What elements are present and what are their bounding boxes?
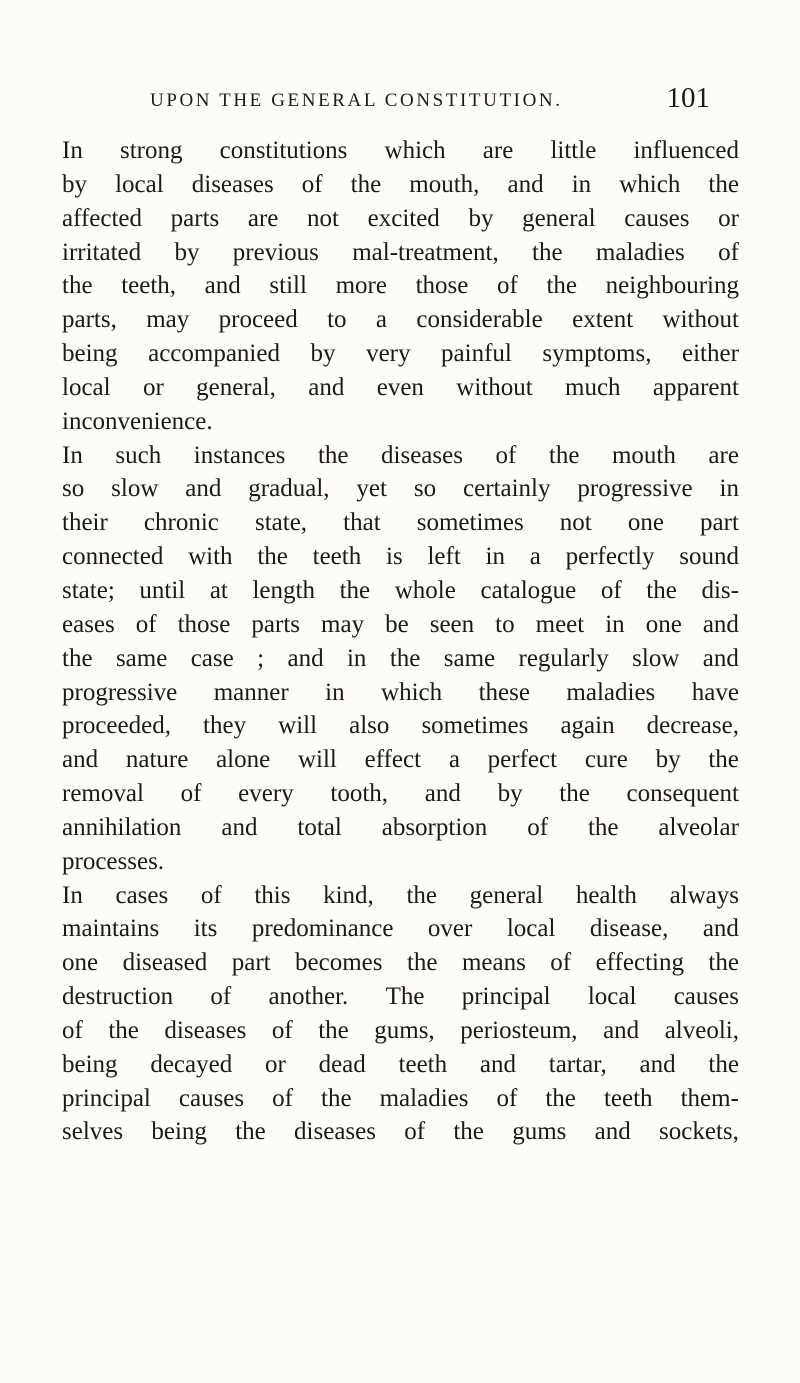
text-line: In cases of this kind, the general health always (62, 881, 739, 909)
text-line: In such instances the diseases of the mouth are (62, 441, 739, 469)
text-line: their chronic state, that sometimes not one part (62, 509, 739, 537)
text-line: connected with the teeth is left in a perfectly sound (62, 543, 739, 571)
text-line: principal causes of the maladies of the teeth them- (62, 1084, 739, 1112)
text-line: one diseased part becomes the means of effecting the (62, 949, 739, 977)
text-line: removal of every tooth, and by the consequent (62, 780, 739, 808)
text-line: so slow and gradual, yet so certainly progressive in (62, 475, 739, 503)
text-line: state; until at length the whole catalogue of the dis- (62, 576, 739, 604)
text-line: affected parts are not excited by general causes or (62, 204, 739, 232)
body-text (62, 134, 739, 1149)
text-line: irritated by previous mal-treatment, the maladies of (62, 238, 739, 266)
text-line: eases of those parts may be seen to meet in one and (62, 610, 739, 638)
text-line: proceeded, they will also sometimes again decrease, (62, 712, 739, 740)
text-line: processes. (62, 847, 165, 875)
text-line: and nature alone will effect a perfect cure by the (62, 746, 739, 774)
page-number: 101 (666, 82, 710, 114)
text-line: inconvenience. (62, 407, 213, 435)
text-line: by local diseases of the mouth, and in which the (62, 170, 739, 198)
text-line: progressive manner in which these maladies have (62, 678, 739, 706)
text-line: annihilation and total absorption of the alveolar (62, 813, 739, 841)
text-line: of the diseases of the gums, periosteum, and alveoli, (62, 1016, 739, 1044)
text-line: the same case ; and in the same regularly slow and (62, 644, 739, 672)
text-line: parts, may proceed to a considerable extent without (62, 306, 739, 334)
text-line: maintains its predominance over local disease, and (62, 915, 739, 943)
text-line: being decayed or dead teeth and tartar, and the (62, 1050, 739, 1078)
text-line: destruction of another. The principal local causes (62, 983, 739, 1011)
text-line: being accompanied by very painful symptoms, either (62, 340, 739, 368)
text-line: the teeth, and still more those of the neighbouring (62, 272, 739, 300)
text-line: selves being the diseases of the gums and sockets, (62, 1118, 739, 1146)
text-line: local or general, and even without much apparent (62, 373, 739, 401)
running-head (150, 82, 710, 130)
text-line: In strong constitutions which are little influenced (62, 137, 739, 164)
running-title: UPON THE GENERAL CONSTITUTION. (150, 90, 563, 111)
